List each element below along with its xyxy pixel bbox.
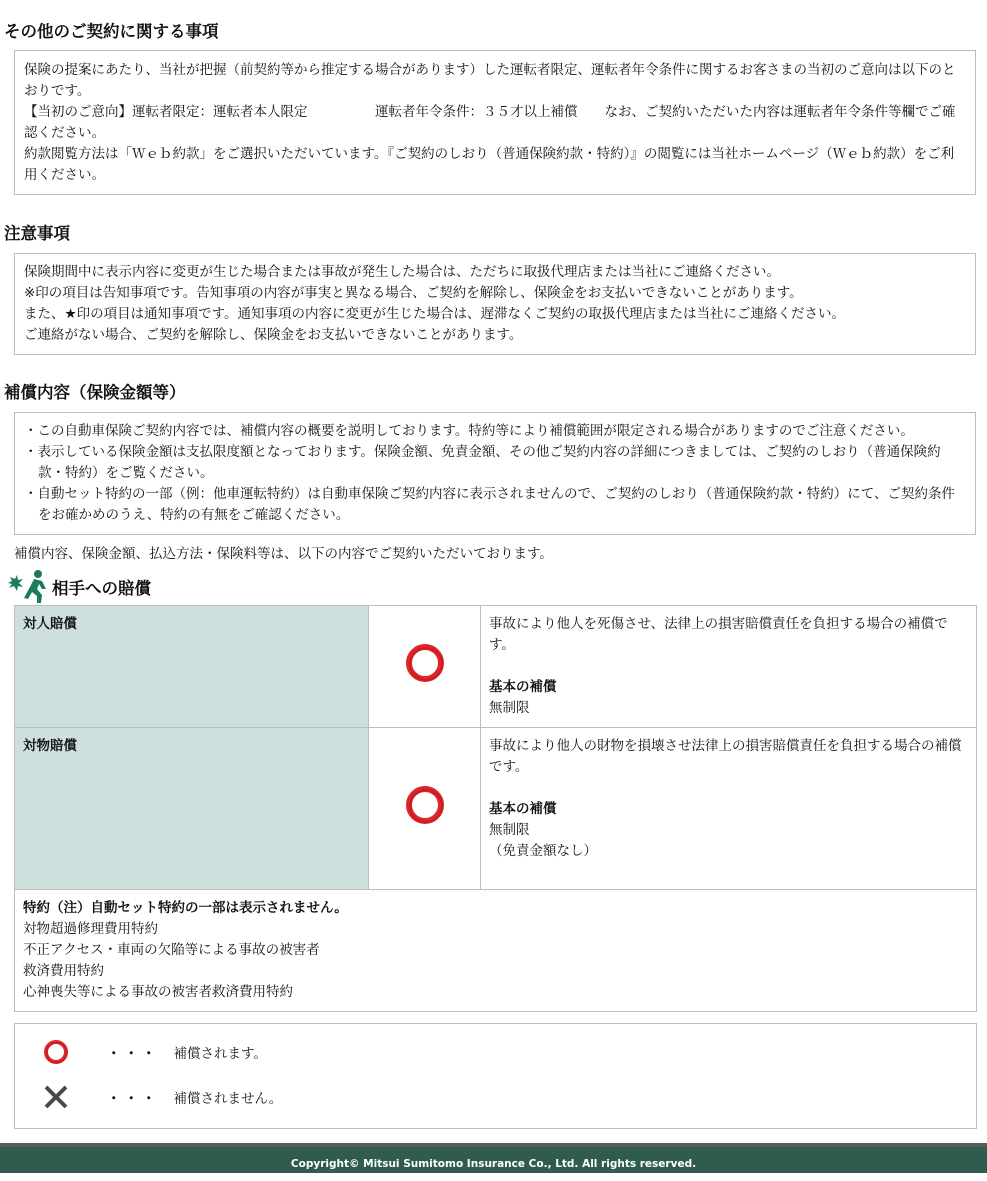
caution-line: ※印の項目は告知事項です。告知事項の内容が事実と異なる場合、ご契約を解除し、保険金をお支払いできないことがあります。	[24, 285, 803, 301]
rider-item: 対物超過修理費用特約	[23, 921, 158, 937]
other-contract-box	[14, 50, 976, 195]
coverage-bullet: ・表示している保険金額は支払限度額となっております。保険金額、免責金額、その他ご契約内容の詳細につきましては、ご契約のしおり（普通保険約款・特約）をご覧ください。	[24, 444, 941, 481]
red-circle-icon	[403, 641, 447, 685]
liability-title: 相手への賠償	[52, 579, 151, 598]
coverage-title: 補償内容（保険金額等）	[4, 383, 186, 402]
person-collision-icon	[6, 569, 50, 605]
covered-mark	[369, 728, 481, 890]
coverage-bullets	[24, 421, 966, 526]
row-label: 対物賠償	[15, 728, 369, 890]
deductible-note: （免責金額なし）	[489, 843, 597, 859]
legend-text: 補償されます。	[173, 1046, 267, 1062]
red-circle-icon	[403, 783, 447, 827]
table-row	[15, 606, 977, 728]
other-contract-line: 保険の提案にあたり、当社が把握（前契約等から推定する場合があります）した運転者限定、運転者年令条件に関するお客さまの当初のご意向は以下のとおりです。	[24, 62, 956, 99]
coverage-note: 補償内容、保険金額、払込方法・保険料等は、以下の内容でご契約いただいております。	[14, 546, 553, 562]
legend-dots: ・・・	[107, 1091, 160, 1107]
caution-line: ご連絡がない場合、ご契約を解除し、保険金をお支払いできないことがあります。	[24, 327, 523, 343]
rider-item: 心神喪失等による事故の被害者救済費用特約	[23, 984, 293, 1000]
legend-text: 補償されません。	[173, 1091, 283, 1107]
caution-line: 保険期間中に表示内容に変更が生じた場合または事故が発生した場合は、ただちに取扱代理店または当社にご連絡ください。	[24, 264, 780, 280]
legend-box	[14, 1023, 977, 1129]
description-text: 事故により他人を死傷させ、法律上の損害賠償責任を負担する場合の補償です。	[489, 616, 948, 653]
other-contract-line: 約款閲覧方法は「Ｗｅｂ約款」をご選択いただいています。『ご契約のしおり（普通保険約款・特約）』の閲覧には当社ホームページ（Ｗｅｂ約款）をご利用ください。	[24, 146, 955, 183]
table-row	[15, 728, 977, 890]
riders-heading: 特約（注）自動セット特約の一部は表示されません。	[23, 900, 348, 916]
coverage-amount: 無制限	[489, 700, 530, 716]
caution-line: また、★印の項目は通知事項です。通知事項の内容に変更が生じた場合は、遅滞なくご契約の取扱代理店または当社にご連絡ください。	[24, 306, 846, 322]
covered-mark	[369, 606, 481, 728]
red-circle-icon	[41, 1037, 71, 1067]
copyright-text: Copyright© Mitsui Sumitomo Insurance Co., Ltd. All rights reserved.	[290, 1158, 697, 1170]
caution-title: 注意事項	[4, 224, 70, 243]
legend-not-covered	[41, 1082, 282, 1112]
caution-box	[14, 253, 976, 355]
rider-item: 救済費用特約	[23, 963, 104, 979]
basic-coverage-label: 基本の補償	[489, 679, 557, 695]
basic-coverage-label: 基本の補償	[489, 801, 557, 817]
riders-cell	[15, 890, 977, 1012]
cross-icon	[41, 1082, 71, 1112]
riders-row	[15, 890, 977, 1012]
row-label: 対人賠償	[15, 606, 369, 728]
coverage-box	[14, 412, 976, 535]
liability-table	[14, 605, 977, 1012]
legend-dots: ・・・	[107, 1046, 160, 1062]
coverage-amount: 無制限	[489, 822, 530, 838]
other-contract-line: 【当初のご意向】運転者限定：運転者本人限定 運転者年令条件：３５才以上補償 なお、ご契約いただいた内容は運転者年令条件等欄でご確認ください。	[24, 104, 956, 141]
legend-covered	[41, 1037, 267, 1067]
coverage-bullet: ・この自動車保険ご契約内容では、補償内容の概要を説明しております。特約等により補償範囲が限定される場合がありますのでご注意ください。	[24, 423, 914, 439]
footer	[0, 1143, 987, 1173]
row-description	[481, 606, 977, 728]
description-text: 事故により他人の財物を損壊させ法律上の損害賠償責任を負担する場合の補償です。	[489, 738, 962, 775]
liability-header	[0, 569, 987, 605]
rider-item: 不正アクセス・車両の欠陥等による事故の被害者	[23, 942, 320, 958]
coverage-bullet: ・自動セット特約の一部（例：他車運転特約）は自動車保険ご契約内容に表示されませんので、ご契約のしおり（普通保険約款・特約）にて、ご契約条件をお確かめのうえ、特約の有無をご確認ください。	[24, 486, 955, 523]
other-contract-title: その他のご契約に関する事項	[4, 22, 219, 41]
row-description	[481, 728, 977, 890]
